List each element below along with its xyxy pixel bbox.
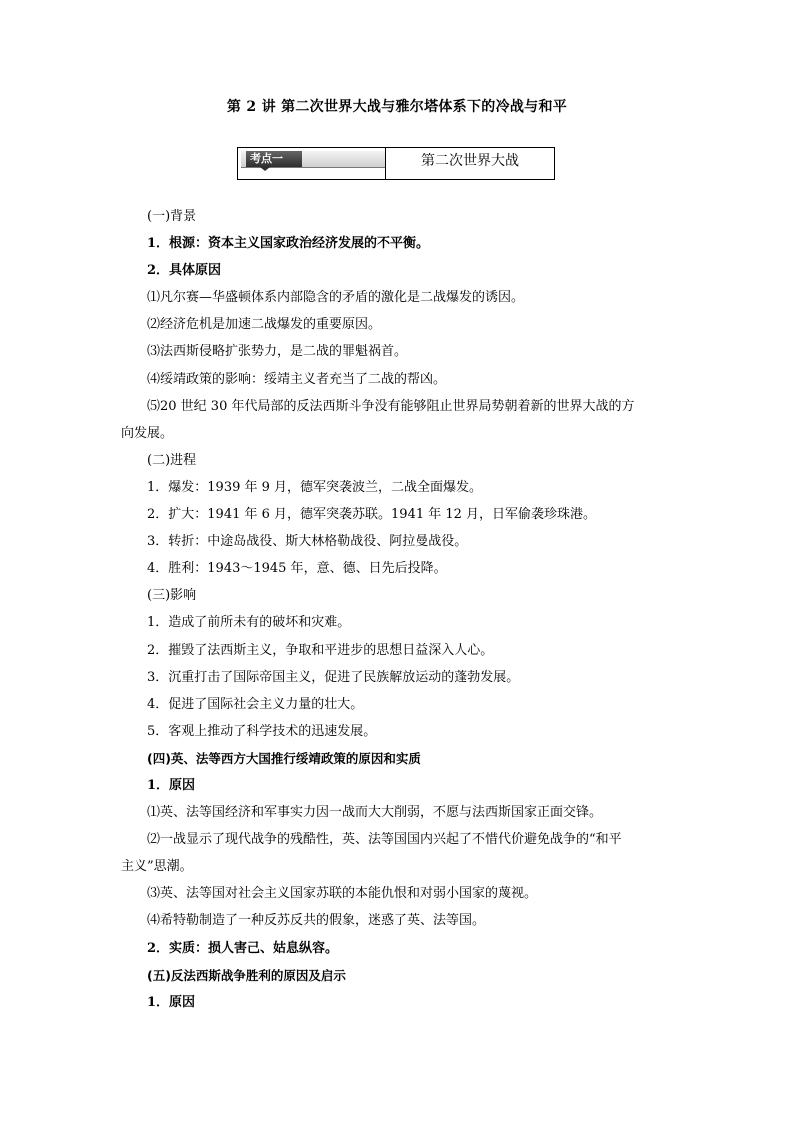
kaodian-tag: 考点一 xyxy=(246,151,302,167)
text-line: ⑵一战显示了现代战争的残酷性，英、法等国国内兴起了不惜代价避免战争的“和平 xyxy=(147,832,622,848)
text-line: 主义”思潮。 xyxy=(121,859,193,875)
kaodian-tag-pointer xyxy=(260,167,270,171)
text-line: 4．促进了国际社会主义力量的壮大。 xyxy=(147,696,364,712)
section-heading: (四)英、法等西方大国推行绥靖政策的原因和实质 xyxy=(147,750,421,766)
page-title: 第 2 讲 第二次世界大战与雅尔塔体系下的冷战与和平 xyxy=(226,99,568,115)
section-heading: (一)背景 xyxy=(147,209,197,224)
text-line: 1．爆发：1939 年 9 月，德军突袭波兰，二战全面爆发。 xyxy=(147,479,483,495)
kaodian-topic: 第二次世界大战 xyxy=(421,153,519,169)
kaodian-header xyxy=(237,147,555,180)
text-line: ⑷绥靖政策的影响：绥靖主义者充当了二战的帮凶。 xyxy=(147,371,447,387)
section-heading: (五)反法西斯战争胜利的原因及启示 xyxy=(147,967,346,983)
section-heading: (二)进程 xyxy=(147,452,197,468)
text-line: 3．转折：中途岛战役、斯大林格勒战役、阿拉曼战役。 xyxy=(147,534,468,550)
text-line: 4．胜利：1943～1945 年，意、德、日先后投降。 xyxy=(147,561,447,577)
text-line: ⑷希特勒制造了一种反苏反共的假象，迷惑了英、法等国。 xyxy=(147,913,486,929)
text-line: ⑶法西斯侵略扩张势力，是二战的罪魁祸首。 xyxy=(147,344,408,360)
text-line: 2．具体原因 xyxy=(147,263,222,279)
document-body xyxy=(121,203,681,1016)
text-line: 向发展。 xyxy=(121,425,174,441)
text-line: ⑸20 世纪 30 年代局部的反法西斯斗争没有能够阻止世界局势朝着新的世界大战的方 xyxy=(147,398,635,414)
text-line: 1．根源：资本主义国家政治经济发展的不平衡。 xyxy=(147,236,430,252)
text-line: 1．原因 xyxy=(147,994,196,1010)
text-line: 2．摧毁了法西斯主义，争取和平进步的思想日益深入人心。 xyxy=(147,642,494,658)
text-line: ⑶英、法等国对社会主义国家苏联的本能仇恨和对弱小国家的蔑视。 xyxy=(147,886,538,902)
text-line: ⑵经济危机是加速二战爆发的重要原因。 xyxy=(147,317,382,333)
text-line: 2．实质：损人害己、姑息纵容。 xyxy=(147,940,339,956)
text-line: 5．客观上推动了科学技术的迅速发展。 xyxy=(147,723,377,739)
section-heading: (三)影响 xyxy=(147,588,197,604)
text-line: 1．原因 xyxy=(147,777,196,793)
kaodian-label-cell xyxy=(238,148,386,179)
text-line: 3．沉重打击了国际帝国主义，促进了民族解放运动的蓬勃发展。 xyxy=(147,669,520,685)
text-line: 1．造成了前所未有的破坏和灾难。 xyxy=(147,615,351,631)
text-line: ⑴凡尔赛—华盛顿体系内部隐含的矛盾的激化是二战爆发的诱因。 xyxy=(147,290,525,306)
text-line: 2．扩大：1941 年 6 月，德军突袭苏联。1941 年 12 月，日军偷袭珍珠港。 xyxy=(147,507,597,523)
text-line: ⑴英、法等国经济和军事实力因一战而大大削弱，不愿与法西斯国家正面交锋。 xyxy=(147,805,603,821)
